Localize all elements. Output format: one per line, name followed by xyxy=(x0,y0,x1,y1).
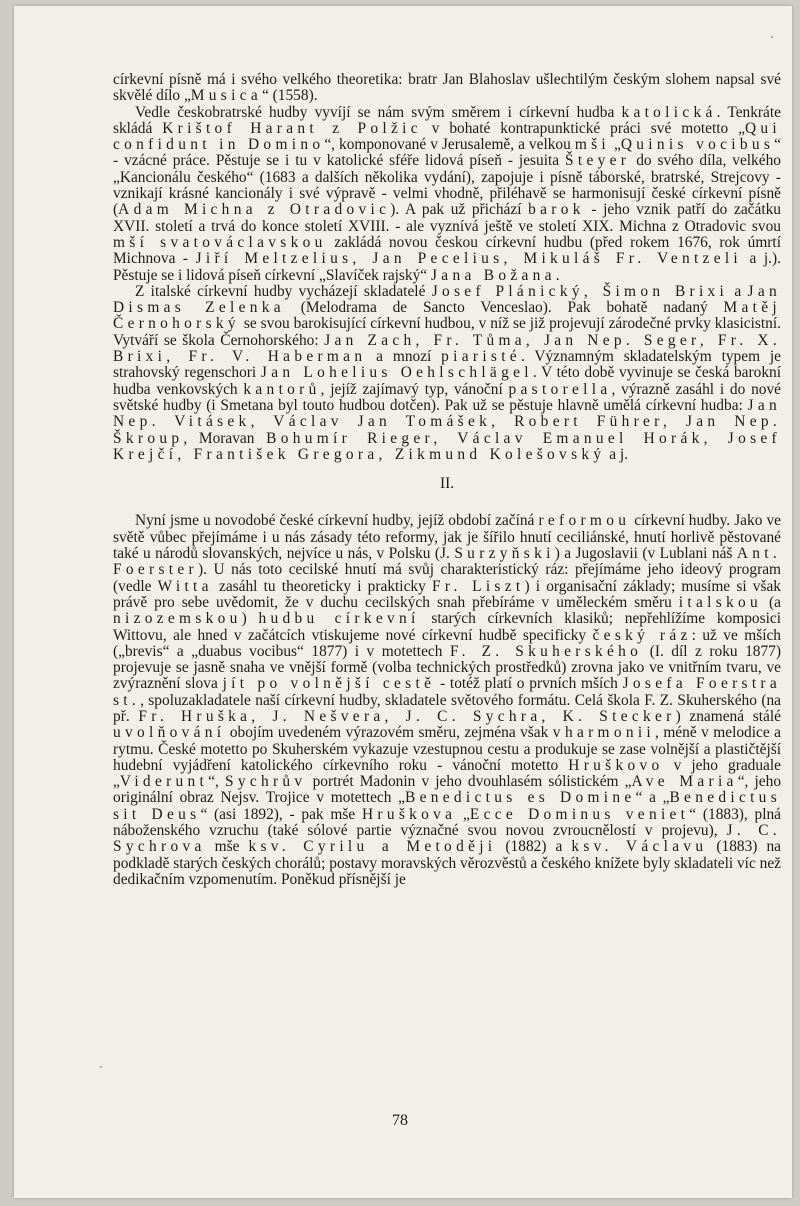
emphasized-text: kantorů xyxy=(243,380,321,398)
emphasized-text: Jan Lohelius Oehlschlägel xyxy=(260,364,533,382)
text-run: , spoluzakladatele naší církevní hudby, skladatele světového formátu. Celá škola F. Z. Skuherského (na př. xyxy=(113,691,781,725)
emphasized-text: katolická xyxy=(621,103,717,121)
text-run: ) i organisační základy; musíme si však právě pro sebe uvědomit, že v duchu cecilských snah přebíráme v uměleckém směru xyxy=(113,577,781,611)
text-run: ) znamená stálé xyxy=(675,707,781,725)
emphasized-text: barok xyxy=(528,201,585,219)
text-run: Vedle českobratrské hudby vyvíjí se nám svým směrem i církevní hudba xyxy=(135,103,622,121)
page-number: 78 xyxy=(392,1112,408,1129)
emphasized-text: hudbu církevní xyxy=(258,610,420,628)
emphasized-text: mši xyxy=(574,136,611,154)
text-run: Z italské církevní hudby vycházejí skladatelé xyxy=(135,282,432,300)
text-run: , méně v melodice a rytmu. České motetto po Skuherském vykazuje vzestupnou cestu a produkuje se zase volnější a plastičtější hudební vyjádření katolického církevního roku - vánoční motetto xyxy=(113,724,781,774)
text-run: ) a Jugoslavii (v Lublani náš xyxy=(554,545,737,563)
emphasized-text: J. C. Sychrova xyxy=(113,822,781,856)
emphasized-text: reformou xyxy=(538,512,631,530)
emphasized-text: ksv. Václavu xyxy=(571,838,708,856)
text-run: “ (1883), plná náboženského vzruchu (také sólové partie význačné svou novou zvroucnělostí v projevu), xyxy=(113,805,782,840)
emphasized-text: ksv. Cyrilu a Metoději xyxy=(248,838,497,856)
text-run: . Tenkráte skládá xyxy=(113,103,781,137)
emphasized-text: Hruškovo xyxy=(568,756,664,774)
emphasized-text: Surzyňski xyxy=(454,545,555,563)
emphasized-text: piaristé xyxy=(441,348,521,366)
text-run: církevní hudby. Jako ve světě vůbec přejímáme i u nás zásady této reformy, jak je šířilo hnutí ceciliánské, hnutí horlivě pěstované také u národů slovanských, nejvíce u nás, v Polsku (J. xyxy=(113,512,781,563)
emphasized-text: Benedictus sit Deus xyxy=(113,789,781,823)
emphasized-text: italskou xyxy=(678,593,763,611)
text-run: . V této době vyvinuje se česká barokní hudba venkovských xyxy=(113,364,781,398)
emphasized-text: Fr. Liszt xyxy=(431,577,525,595)
text-run: (Melodrama de Sancto Venceslao). Pak bohatě nadaný xyxy=(284,299,724,317)
text-run: , Moravan xyxy=(183,429,267,447)
emphasized-text: jít po volnější cestě xyxy=(222,675,436,693)
emphasized-text: český ráz xyxy=(592,626,692,644)
text-run: ). U nás toto cecilské hnutí má svůj charakteristický ráz: přejímáme jeho ideový program (vedle xyxy=(113,561,781,595)
text-run: “ a „ xyxy=(635,789,670,807)
text-run: (I. díl z roku 1877) projevuje se jasně snaha ve vnější formě (volba technických prostředků) zrovna jako ve vnitřním tvaru, ve zvýraznění slova xyxy=(113,642,782,693)
text-run: zasáhl tu theoreticky i prakticky xyxy=(212,577,432,595)
text-run: ). A pak už přichází xyxy=(390,201,529,219)
paper-speck xyxy=(771,36,773,38)
paragraph xyxy=(113,284,781,463)
text-run: “ - vzácné práce. Pěstuje se i tu v katolické sféře lidová píseň - jesuita xyxy=(113,136,781,170)
emphasized-text: mší svatováclavskou xyxy=(113,233,327,251)
emphasized-text: Quinis vocibus xyxy=(620,136,775,154)
emphasized-text: nizozemskou xyxy=(113,610,242,628)
emphasized-text: Adam Michna z Otradovic xyxy=(118,201,391,219)
text-run: , jejíž zajímavý typ, vánoční xyxy=(320,380,509,398)
emphasized-text: Qui confidunt in Domino xyxy=(113,119,781,154)
emphasized-text: Jiří Meltzelius, Jan Pecelius, Mikuláš Fr. Ventzeli xyxy=(195,250,743,268)
text-run: církevní písně má i svého velkého theoretika: bratr Jan Blahoslav ušlechtilým českým slohem napsal své skvělé dílo „ xyxy=(113,71,781,105)
text-run: - totéž platí o prvních mších xyxy=(435,675,623,693)
text-run: a j. xyxy=(605,445,629,463)
text-run: starých církevních klasiků; nepřehlížíme komposici Wittovu, ale hned v začátcích vtiskujeme nové církevní hudbě specificky xyxy=(113,610,781,644)
emphasized-text: Hruškova xyxy=(361,805,457,823)
emphasized-text: uvolňování xyxy=(113,724,226,742)
emphasized-text: Jana Božana xyxy=(431,266,556,284)
section-heading: II. xyxy=(439,475,455,493)
paragraph xyxy=(113,72,781,105)
emphasized-text: Matěj Černohorský xyxy=(113,299,781,333)
text-run: se svou barokisující církevní hudbou, v níž se již projevují zárodečné prvky klasicistní. Vytváří se škola Černohorského: xyxy=(113,315,781,349)
emphasized-text: harmonii xyxy=(564,724,656,742)
emphasized-text: Šteyer xyxy=(565,152,631,170)
text-run: „ xyxy=(610,136,621,154)
text-run: . Významným skladatelským typem je strahovský regenschori xyxy=(113,348,781,382)
text-run: “, komponované v Jerusalemě, a velkou xyxy=(324,136,575,154)
text-run: zakládá novou českou církevní hudbu (před rokem 1676, rok úmrtí Michnova - xyxy=(113,233,781,268)
text-run: . xyxy=(555,266,560,284)
emphasized-text: Ecce Dominus veniet xyxy=(469,805,690,823)
emphasized-text: Witta xyxy=(157,577,213,595)
paragraph xyxy=(113,105,781,284)
text-run: “ (asi 1892), - pak mše xyxy=(200,805,362,823)
emphasized-text: Ant. Foerster xyxy=(113,545,782,579)
body-text xyxy=(113,72,781,888)
text-run: “, xyxy=(208,773,225,791)
emphasized-text: Ave Maria xyxy=(631,773,738,791)
text-run: v bohaté kontrapunktické práci své motetto „ xyxy=(421,119,745,137)
text-run: , výrazně zasáhl i do nové světské hudby (i Smetana byl touto hudbou dotčen). Pak už se pěstuje hlavně umělá církevní hudba: xyxy=(113,380,782,414)
text-run: v jeho graduale „ xyxy=(113,756,781,791)
text-run: portrét Madonin v jeho dvouhlasém sólistickém „ xyxy=(306,773,632,791)
emphasized-text: pastorella xyxy=(508,380,612,398)
text-run: : už ve mších („brevis“ a „duabus vocibus“ 1877) i v motettech xyxy=(113,626,781,660)
text-run: ) xyxy=(241,610,259,628)
text-run: (a xyxy=(762,593,781,611)
emphasized-text: Jan Dismas Zelenka xyxy=(113,282,781,317)
text-run: “, jeho originální obraz Nejsv. Trojice v motettech „ xyxy=(113,773,782,807)
text-run: mše xyxy=(205,838,249,856)
text-run: obojím uvedeném výrazovém směru, zejména však v xyxy=(225,724,565,742)
emphasized-text: Viderunt xyxy=(119,773,209,791)
emphasized-text: F. Z. Skuherského xyxy=(449,642,643,660)
emphasized-text: Jan Zach, Fr. Tůma, Jan Nep. Seger, Fr. X. Brixi, Fr. V. Haberman xyxy=(113,331,781,366)
emphasized-text: Benedictus es Domine xyxy=(405,789,636,807)
text-run: do svého díla, velkého „Kancionálu českého“ (1683 a dalších několika vydání), zapojuje i písně táborské, bratrské, Strejcovy - vznikají krásné kancionály i své výpravě - velmi vhodně, přiléhavě se harmonisují české církevní písně ( xyxy=(113,152,781,219)
text-run: (1883) na podkladě starých českých chorálů; postavy moravských věrozvěstů a českého knížete byly skladateli víc než dedikačním vzpomenutím. Poněkud přísnější je xyxy=(113,838,781,888)
paper-speck xyxy=(100,1066,102,1068)
emphasized-text: Bohumír Rieger, Václav Emanuel Horák, Josef Krejčí, František Gregora, Zikmund Kolešovský xyxy=(113,429,781,463)
paragraph xyxy=(113,513,781,888)
text-run: (1882) a xyxy=(496,838,572,856)
emphasized-text: Sychrův xyxy=(224,773,307,791)
emphasized-text: Fr. Hruška, J. Nešvera, J. C. Sychra, K. Stecker xyxy=(138,707,676,725)
text-run: a mnozí xyxy=(366,348,442,366)
text-run: a xyxy=(728,282,748,300)
text-run: - jeho vznik patří do začátku XVII. století a trvá do konce století XVIII. - ale vyznívá ještě ve století XIX. Michna z Otradovic svou xyxy=(113,201,781,235)
text-run: “ (1558). xyxy=(261,87,318,105)
emphasized-text: Josef Plánický, Šimon Brixi xyxy=(431,282,729,300)
emphasized-text: Josefa Foerstra st. xyxy=(113,675,781,709)
emphasized-text: Krištof Harant z Polžic xyxy=(162,119,422,137)
emphasized-text: Musica xyxy=(190,87,262,105)
text-run: Nyní jsme u novodobé české církevní hudby, jejíž období začíná xyxy=(135,512,539,530)
text-run: „ xyxy=(456,805,470,823)
text-run: a j.). Pěstuje se i lidová píseň církevní „Slavíček rajský“ xyxy=(113,250,781,284)
emphasized-text: Jan Nep. Vitásek, Václav Jan Tomášek, Robert Führer, Jan Nep. Škroup xyxy=(113,396,781,447)
